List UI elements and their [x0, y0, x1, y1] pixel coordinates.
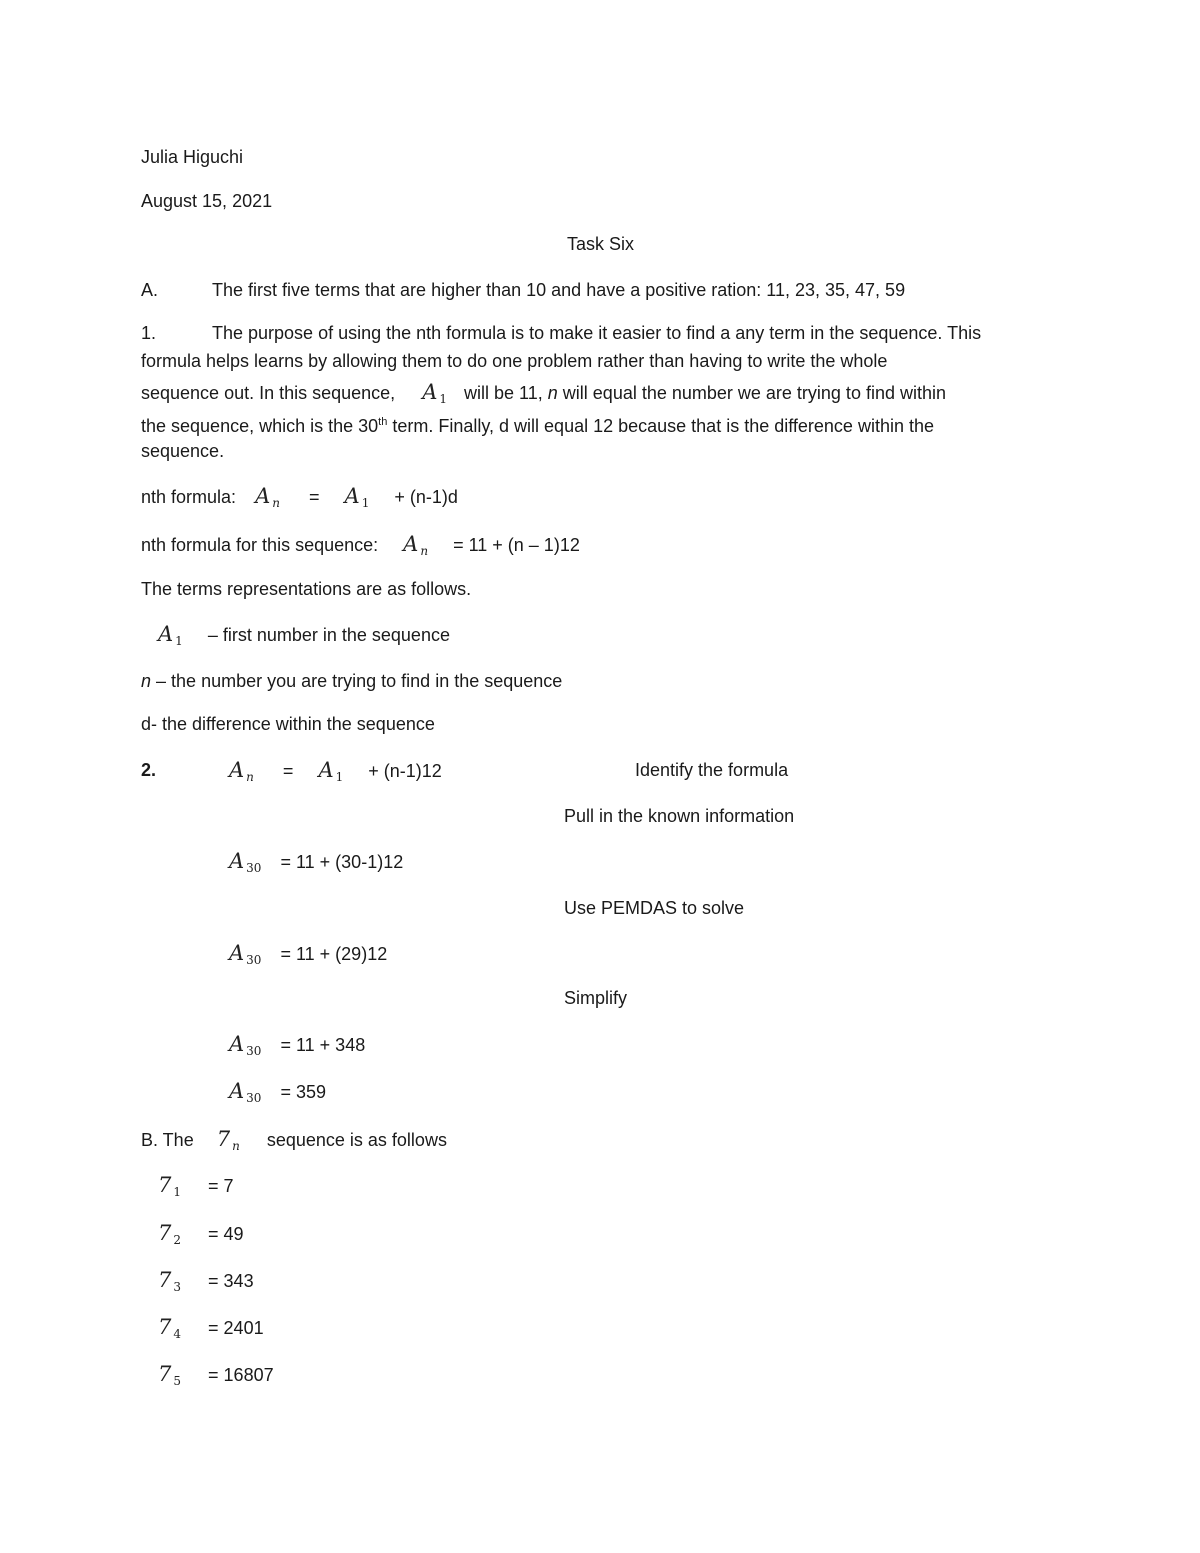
- power-value: = 2401: [208, 1318, 264, 1338]
- sequence-formula-label: nth formula for this sequence:: [141, 535, 379, 555]
- power-value: = 343: [208, 1271, 254, 1291]
- author-name: Julia Higuchi: [141, 147, 244, 167]
- term-d-line: d- the difference within the sequence: [141, 714, 435, 734]
- power-row: [158, 1174, 234, 1203]
- step-pemdas: Use PEMDAS to solve: [564, 898, 745, 918]
- math-a30: A $_{30}$: [229, 941, 262, 967]
- question-1-line-4-end: term. Finally, d will equal 12 because that is the difference within the: [392, 416, 934, 436]
- calc-value-3: = 11 + 348: [280, 1035, 366, 1055]
- math-a1: A $_1$: [344, 484, 370, 510]
- calc-line-3: [229, 1033, 365, 1062]
- power-value: = 49: [208, 1224, 244, 1244]
- math-a1: A $_1$: [158, 622, 183, 648]
- question-1-line-4: [141, 411, 934, 437]
- equals-sign: =: [282, 761, 294, 781]
- math-an: A $_n$: [403, 532, 429, 558]
- part-a-text: The first five terms that are higher than 10 and have a positive ration: 11, 23, 35, 47, 59: [212, 280, 906, 300]
- power-value: = 7: [208, 1176, 234, 1196]
- math-a30: A $_{30}$: [229, 849, 262, 875]
- math-an: A $_n$: [229, 758, 254, 784]
- math-7-sub: 7 $_3$: [158, 1268, 182, 1294]
- math-a30: A $_{30}$: [229, 1079, 262, 1105]
- question-2-label: 2.: [141, 760, 157, 780]
- part-b-text: sequence is as follows: [266, 1130, 447, 1150]
- ordinal-suffix: th: [378, 416, 388, 428]
- question-1-line-3: [141, 381, 946, 410]
- question-1-line-3-mid: will be 11,: [464, 383, 543, 403]
- term-a1-description: – first number in the sequence: [207, 625, 450, 645]
- nth-formula-rhs: + (n-1)d: [394, 487, 458, 507]
- math-n: n: [547, 383, 558, 403]
- question-1-line-4-start: the sequence, which is the 30: [141, 416, 379, 436]
- math-n: n: [141, 671, 152, 691]
- power-row: [158, 1316, 264, 1345]
- document-date: August 15, 2021: [141, 191, 273, 211]
- question-1-line-5: sequence.: [141, 441, 225, 461]
- term-n-line: [141, 670, 562, 692]
- calc-value-2: = 11 + (29)12: [280, 944, 388, 964]
- math-7-sub: 7 $_1$: [158, 1173, 182, 1199]
- part-b-line: [141, 1128, 447, 1157]
- step-simplify: Simplify: [564, 988, 628, 1008]
- math-7-sub: 7 $_4$: [158, 1315, 182, 1341]
- math-7-sub: 7 $_5$: [158, 1362, 182, 1388]
- term-a1-line: [158, 623, 450, 652]
- question-1-line-3-end: will equal the number we are trying to find within: [562, 383, 946, 403]
- question-2-rhs: + (n-1)12: [368, 761, 442, 781]
- question-1-line-3-start: sequence out. In this sequence,: [141, 383, 396, 403]
- question-1-line-1: The purpose of using the nth formula is to make it easier to find a any term in the sequence. This: [212, 323, 982, 343]
- question-1-line-2: formula helps learns by allowing them to do one problem rather than having to write the whole: [141, 351, 888, 371]
- calc-value-1: = 11 + (30-1)12: [280, 852, 404, 872]
- math-7n: 7 $_n$: [216, 1127, 240, 1153]
- question-2-formula: [229, 759, 442, 788]
- sequence-formula-line: [141, 533, 580, 562]
- calc-line-4: [229, 1080, 326, 1109]
- power-value: = 16807: [208, 1365, 274, 1385]
- sequence-formula-rhs: = 11 + (n – 1)12: [453, 535, 580, 555]
- part-a-label: A.: [141, 280, 159, 300]
- power-row: [158, 1222, 244, 1251]
- math-a1: A $_1$: [422, 380, 448, 406]
- question-1-label: 1.: [141, 323, 157, 343]
- equals-sign: =: [308, 487, 320, 507]
- math-a30: A $_{30}$: [229, 1032, 262, 1058]
- calc-line-2: [229, 942, 387, 971]
- calc-value-4: = 359: [280, 1082, 327, 1102]
- math-a1: A $_1$: [318, 758, 344, 784]
- power-row: [158, 1363, 274, 1392]
- step-identify: Identify the formula: [635, 760, 789, 780]
- power-row: [158, 1269, 254, 1298]
- math-7-sub: 7 $_2$: [158, 1221, 182, 1247]
- terms-intro: The terms representations are as follows.: [141, 579, 472, 599]
- page-title: Task Six: [567, 234, 635, 254]
- nth-formula-label: nth formula:: [141, 487, 237, 507]
- calc-line-1: [229, 850, 403, 879]
- nth-formula-line: [141, 485, 458, 514]
- math-an: A $_n$: [255, 484, 280, 510]
- step-pull-in: Pull in the known information: [564, 806, 795, 826]
- part-b-label: B. The: [141, 1130, 194, 1150]
- term-n-description: – the number you are trying to find in the sequence: [156, 671, 563, 691]
